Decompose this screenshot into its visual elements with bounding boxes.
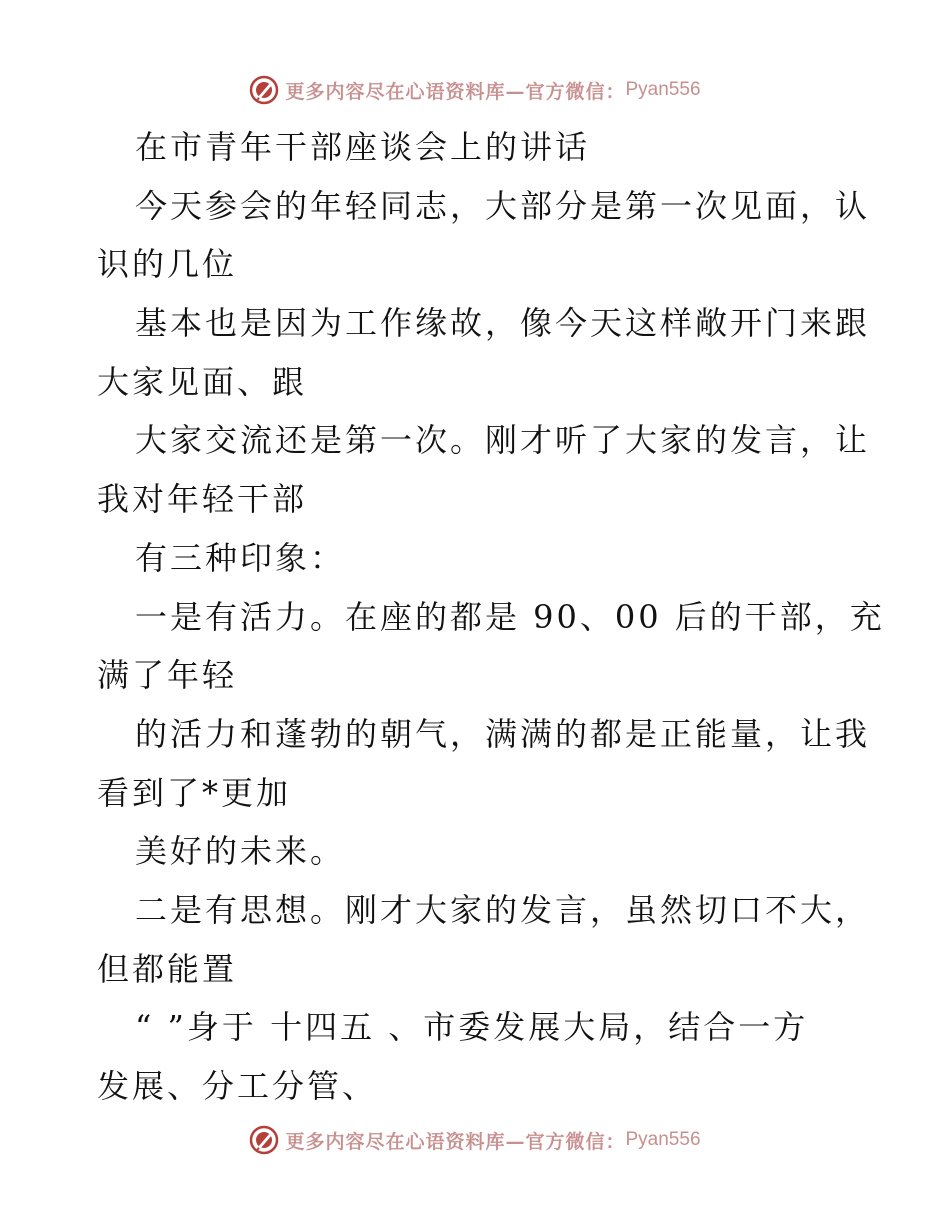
paragraph-line: 今天参会的年轻同志，大部分是第一次见面，认 — [135, 186, 871, 225]
watermark-text: 更多内容尽在心语资料库—官方微信： — [285, 80, 626, 103]
quill-pen-icon — [249, 75, 279, 105]
quill-pen-icon — [249, 1125, 279, 1155]
paragraph-line: 看到了*更加 — [97, 773, 292, 812]
paragraph-line: 但都能置 — [97, 949, 238, 988]
paragraph-line: 二是有思想。刚才大家的发言，虽然切口不大， — [135, 890, 871, 929]
paragraph-line: 大家交流还是第一次。刚才听了大家的发言，让 — [135, 421, 871, 460]
paragraph-line: 我对年轻干部 — [97, 480, 308, 519]
paragraph-line: “ ”身于 十四五 、市委发展大局，结合一方 — [135, 1008, 809, 1047]
document-body — [97, 118, 885, 1116]
paragraph-line: 一是有活力。在座的都是 90、00 后的干部，充 — [135, 597, 885, 636]
paragraph-line: 发展、分工分管、 — [97, 1067, 378, 1105]
document-title: 在市青年干部座谈会上的讲话 — [135, 128, 591, 166]
paragraph-line: 基本也是因为工作缘故，像今天这样敞开门来跟 — [135, 304, 871, 343]
paragraph-line: 大家见面、跟 — [97, 362, 308, 401]
paragraph-line: 满了年轻 — [97, 656, 238, 695]
watermark-header — [0, 70, 950, 110]
paragraph-line: 美好的未来。 — [135, 832, 346, 871]
paragraph-line: 有三种印象： — [135, 538, 346, 577]
paragraph-line: 识的几位 — [97, 245, 238, 284]
watermark-handle: Pyan556 — [625, 79, 701, 100]
watermark-text: 更多内容尽在心语资料库—官方微信： — [285, 1130, 626, 1153]
watermark-handle: Pyan556 — [625, 1129, 701, 1150]
watermark-footer — [0, 1120, 950, 1160]
paragraph-line: 的活力和蓬勃的朝气，满满的都是正能量，让我 — [135, 714, 871, 753]
